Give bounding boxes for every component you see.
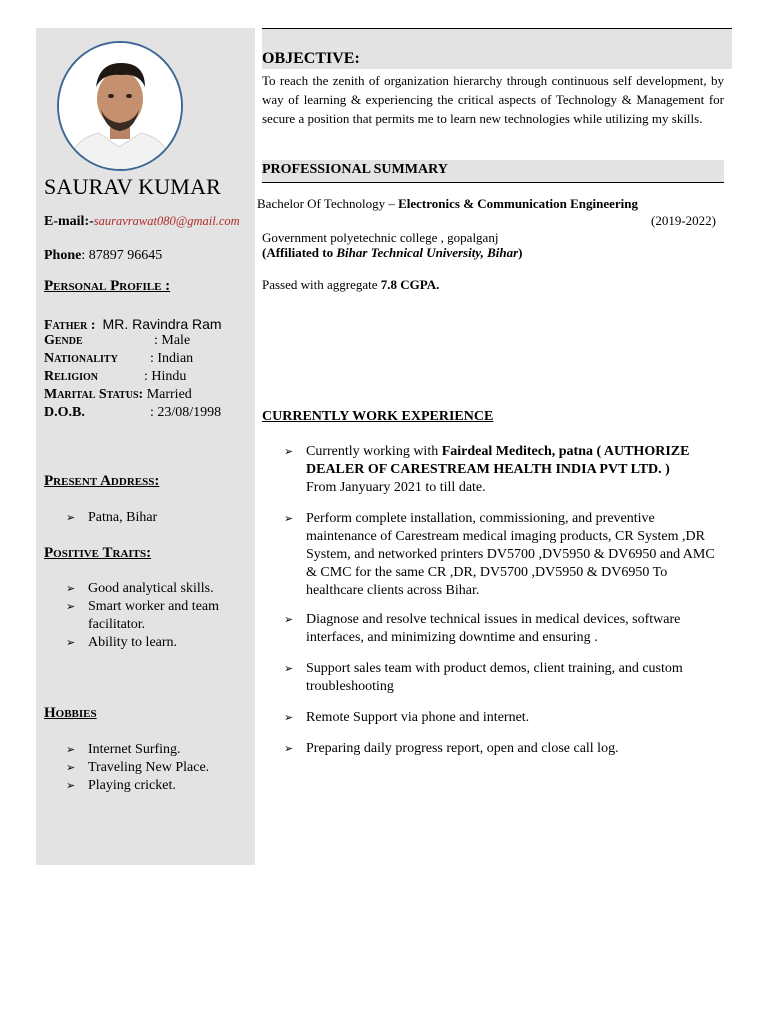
- work-item: [284, 740, 726, 758]
- email-row: [44, 214, 240, 230]
- arrow-bullet-icon: ➢: [66, 779, 76, 792]
- positive-traits-heading: Positive Traits:: [44, 545, 152, 561]
- degree-line: [257, 196, 638, 212]
- affiliation-suffix: ): [518, 245, 523, 260]
- arrow-bullet-icon: ➢: [284, 613, 294, 626]
- arrow-bullet-icon: ➢: [66, 600, 76, 613]
- aggregate-prefix: Passed with aggregate: [262, 277, 381, 292]
- gender-row: [44, 333, 190, 349]
- work-heading: CURRENTLY WORK EXPERIENCE: [262, 409, 494, 424]
- arrow-bullet-icon: ➢: [284, 711, 294, 724]
- degree-prefix: Bachelor Of Technology –: [257, 196, 399, 211]
- arrow-bullet-icon: ➢: [284, 742, 294, 755]
- candidate-name: SAURAV KUMAR: [44, 174, 222, 199]
- objective-heading: OBJECTIVE:: [262, 50, 360, 67]
- dob-row: [44, 405, 221, 421]
- affiliation-prefix: (Affiliated to: [262, 245, 337, 260]
- trait-text: Smart worker and team: [88, 599, 220, 614]
- avatar-image: [59, 43, 181, 169]
- trait-item: [66, 634, 177, 652]
- work-text: Remote Support via phone and internet.: [306, 710, 530, 725]
- trait-text: Good analytical skills.: [88, 581, 214, 596]
- summary-rule: [262, 182, 724, 183]
- work-text: Support sales team with product demos, client training, and custom troubleshooting: [306, 661, 683, 694]
- hobby-item: [66, 777, 176, 795]
- father-value: MR. Ravindra Ram: [102, 316, 222, 332]
- present-address-heading: Present Address:: [44, 473, 160, 489]
- degree-branch: Electronics & Communication Engineering: [398, 196, 638, 211]
- work-item: [284, 660, 726, 696]
- arrow-bullet-icon: ➢: [284, 445, 294, 458]
- arrow-bullet-icon: ➢: [284, 662, 294, 675]
- father-row: [44, 316, 222, 334]
- hobby-item: [66, 759, 209, 777]
- aggregate-line: [262, 277, 439, 293]
- email-link[interactable]: sauravrawat080@gmail.com: [93, 214, 240, 228]
- work-duration: From Janyuary 2021 to till date.: [306, 480, 486, 495]
- religion-label: Religion: [44, 369, 99, 384]
- dob-value: : 23/08/1998: [150, 405, 222, 420]
- arrow-bullet-icon: ➢: [66, 761, 76, 774]
- email-label: E-mail:-: [44, 214, 94, 229]
- address-text: Patna, Bihar: [88, 510, 158, 525]
- trait-item: [66, 598, 219, 616]
- work-item: [284, 510, 726, 600]
- religion-row: [44, 369, 186, 385]
- work-item: [284, 709, 726, 727]
- nationality-value: : Indian: [150, 351, 194, 366]
- college-name: Government polyetechnic college , gopalganj: [262, 230, 499, 245]
- dob-label: D.O.B.: [44, 405, 85, 420]
- marital-label: Marital Status:: [44, 387, 144, 402]
- hobby-text: Playing cricket.: [88, 778, 176, 793]
- arrow-bullet-icon: ➢: [66, 582, 76, 595]
- phone-label: Phone: [44, 248, 82, 263]
- hobbies-heading: Hobbies: [44, 705, 97, 721]
- work-item: [284, 611, 726, 647]
- aggregate-value: 7.8 CGPA.: [380, 277, 440, 292]
- hobby-text: Traveling New Place.: [88, 760, 210, 775]
- work-item: [284, 443, 726, 497]
- trait-text-continued: facilitator.: [88, 617, 146, 632]
- work-text: Currently working with: [306, 444, 442, 459]
- address-item: [66, 509, 157, 527]
- objective-text: To reach the zenith of organization hierarchy through continuous self development, by way of learning & experiencing the critical aspects of Technology & Management for secure a position that permits me to learn new technologies while utilizing my skills.: [262, 73, 724, 126]
- trait-item: [66, 580, 214, 598]
- work-text: Diagnose and resolve technical issues in medical devices, software interfaces, and minimizing downtime and ensuring .: [306, 612, 681, 645]
- profile-photo: [57, 41, 183, 171]
- gender-label: Gende: [44, 333, 83, 348]
- phone-row: [44, 248, 162, 264]
- university-name: Bihar Technical University, Bihar: [336, 245, 519, 260]
- work-text: Perform complete installation, commissioning, and preventive maintenance of Carestream medical imaging products, CR System ,DR System, and networked printers DV5700 ,DV5950 & DV6950 and AMC & CMC for the same CR ,DR, DV5700 ,DV5950 & DV6950 To healthcare clients across Bihar.: [306, 511, 715, 598]
- marital-row: [44, 387, 192, 403]
- work-text: Preparing daily progress report, open and close call log.: [306, 741, 619, 756]
- arrow-bullet-icon: ➢: [66, 511, 76, 524]
- affiliation-line: [262, 245, 523, 261]
- religion-value: : Hindu: [144, 369, 187, 384]
- arrow-bullet-icon: ➢: [284, 512, 294, 525]
- nationality-label: Nationality: [44, 351, 118, 366]
- trait-text: Ability to learn.: [88, 635, 178, 650]
- marital-value: Married: [146, 387, 192, 402]
- arrow-bullet-icon: ➢: [66, 636, 76, 649]
- hobby-text: Internet Surfing.: [88, 742, 181, 757]
- hobby-item: [66, 741, 181, 759]
- nationality-row: [44, 351, 193, 367]
- personal-profile-heading: Personal Profile :: [44, 278, 171, 294]
- summary-heading: PROFESSIONAL SUMMARY: [262, 162, 448, 177]
- gender-value: : Male: [154, 333, 191, 348]
- arrow-bullet-icon: ➢: [66, 743, 76, 756]
- phone-value: : 87897 96645: [81, 248, 163, 263]
- employer-name: Fairdeal Meditech, patna ( AUTHORIZE DEALER OF CARESTREAM HEALTH INDIA PVT LTD. ): [306, 444, 690, 477]
- father-label: Father :: [44, 318, 96, 333]
- degree-years: (2019-2022): [651, 213, 716, 228]
